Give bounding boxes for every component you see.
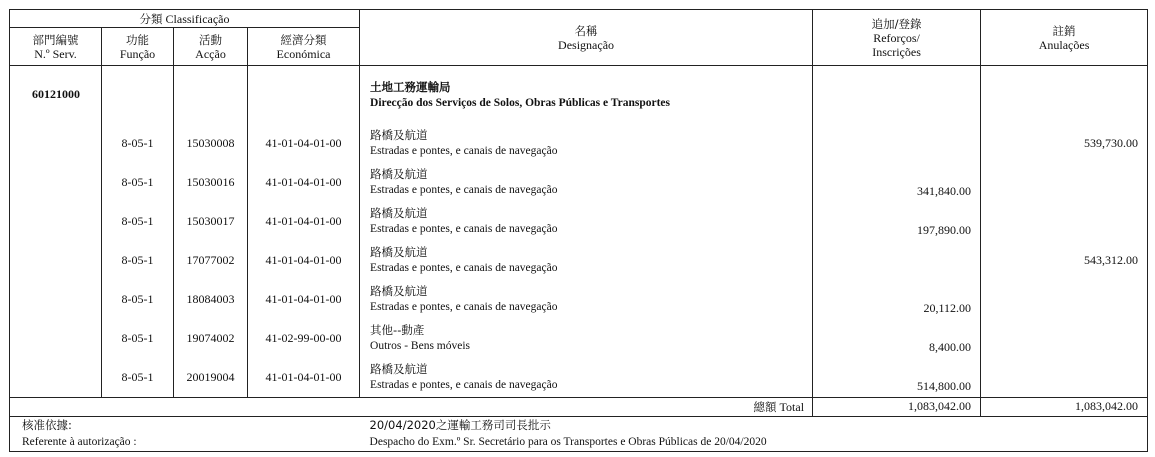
reinforcement-cell: 20,112.00 [813, 280, 981, 319]
cancellation-cell [981, 319, 1148, 358]
action-cell: 15030008 [174, 124, 248, 163]
designation-cell [360, 202, 813, 241]
economic-cell: 41-01-04-01-00 [248, 241, 360, 280]
cancellation-cell: 543,312.00 [981, 241, 1148, 280]
cancellation-cell [981, 202, 1148, 241]
cancellation-cell [981, 280, 1148, 319]
header-row-1 [10, 10, 1148, 28]
economic-header: 經濟分類 Económica [248, 28, 360, 66]
designation-zh: 路橋及航道 [370, 284, 428, 298]
authorization-label-pt: Referente à autorização : [10, 434, 360, 452]
total-row [10, 397, 1148, 416]
designation-cell [360, 241, 813, 280]
function-cell: 8-05-1 [102, 280, 174, 319]
service-cell [10, 241, 102, 280]
function-cell: 8-05-1 [102, 241, 174, 280]
service-cell [10, 124, 102, 163]
designation-cell [360, 124, 813, 163]
table-row [10, 358, 1148, 398]
table-row [10, 202, 1148, 241]
function-cell: 8-05-1 [102, 163, 174, 202]
total-cancellation: 1,083,042.00 [981, 397, 1148, 416]
designation-pt: Estradas e pontes, e canais de navegação [370, 262, 558, 274]
designation-zh: 路橋及航道 [370, 206, 428, 220]
function-cell: 8-05-1 [102, 319, 174, 358]
reinforcement-cell: 341,840.00 [813, 163, 981, 202]
reinforcement-cell [813, 241, 981, 280]
reinforcement-cell [813, 124, 981, 163]
reinforcement-cell: 8,400.00 [813, 319, 981, 358]
cancellation-cell [981, 163, 1148, 202]
footer-row-zh [10, 416, 1148, 434]
table-row [10, 319, 1148, 358]
department-name: 土地工務運輸局 Direcção dos Serviços de Solos, Obras Públicas e Transportes [360, 66, 813, 124]
cancellation-cell [981, 358, 1148, 398]
action-cell: 19074002 [174, 319, 248, 358]
designation-pt: Estradas e pontes, e canais de navegação [370, 379, 558, 391]
cancellations-header: 註銷 Anulações [981, 10, 1148, 66]
action-cell: 17077002 [174, 241, 248, 280]
table-row [10, 241, 1148, 280]
economic-cell: 41-01-04-01-00 [248, 358, 360, 398]
designation-header: 名稱 Designação [360, 10, 813, 66]
service-cell [10, 358, 102, 398]
action-cell: 15030017 [174, 202, 248, 241]
table-row [10, 280, 1148, 319]
designation-cell [360, 280, 813, 319]
service-cell [10, 319, 102, 358]
economic-cell: 41-01-04-01-00 [248, 202, 360, 241]
economic-cell: 41-02-99-00-00 [248, 319, 360, 358]
total-reinforcement: 1,083,042.00 [813, 397, 981, 416]
economic-cell: 41-01-04-01-00 [248, 124, 360, 163]
economic-cell: 41-01-04-01-00 [248, 280, 360, 319]
designation-zh: 其他--動產 [370, 323, 425, 337]
function-cell: 8-05-1 [102, 202, 174, 241]
reinforcement-cell: 514,800.00 [813, 358, 981, 398]
designation-pt: Estradas e pontes, e canais de navegação [370, 223, 558, 235]
economic-cell: 41-01-04-01-00 [248, 163, 360, 202]
designation-pt: Estradas e pontes, e canais de navegação [370, 301, 558, 313]
designation-pt: Estradas e pontes, e canais de navegação [370, 145, 558, 157]
service-cell [10, 202, 102, 241]
designation-cell [360, 319, 813, 358]
budget-rows [10, 124, 1148, 398]
cancellation-cell: 539,730.00 [981, 124, 1148, 163]
authorization-label-zh: 核准依據: [10, 416, 360, 434]
service-cell [10, 163, 102, 202]
designation-pt: Estradas e pontes, e canais de navegação [370, 184, 558, 196]
action-cell: 18084003 [174, 280, 248, 319]
designation-zh: 路橋及航道 [370, 128, 428, 142]
classification-header: 分類 Classificação [10, 10, 360, 28]
function-cell: 8-05-1 [102, 358, 174, 398]
budget-document [9, 9, 1147, 448]
function-cell: 8-05-1 [102, 124, 174, 163]
designation-cell [360, 163, 813, 202]
action-cell: 20019004 [174, 358, 248, 398]
total-label: 總額 Total [360, 397, 813, 416]
action-header: 活動 Acção [174, 28, 248, 66]
designation-zh: 路橋及航道 [370, 362, 428, 376]
designation-pt: Outros - Bens móveis [370, 340, 471, 352]
footer-row-pt [10, 434, 1148, 452]
designation-zh: 路橋及航道 [370, 167, 428, 181]
dispatch-zh: 20/04/2020之運輸工務司司長批示 [360, 416, 1148, 434]
reinforcement-cell: 197,890.00 [813, 202, 981, 241]
function-header: 功能 Função [102, 28, 174, 66]
designation-cell [360, 358, 813, 398]
department-code: 60121000 [10, 66, 102, 124]
service-cell [10, 280, 102, 319]
dispatch-pt: Despacho do Exm.º Sr. Secretário para os Transportes e Obras Públicas de 20/04/2020 [360, 434, 1148, 452]
designation-zh: 路橋及航道 [370, 245, 428, 259]
table-row [10, 163, 1148, 202]
reinforcements-header: 追加/登錄 Reforços/ Inscrições [813, 10, 981, 66]
department-row [10, 66, 1148, 124]
service-header: 部門編號 N.º Serv. [10, 28, 102, 66]
table-row [10, 124, 1148, 163]
action-cell: 15030016 [174, 163, 248, 202]
budget-table [9, 9, 1148, 452]
